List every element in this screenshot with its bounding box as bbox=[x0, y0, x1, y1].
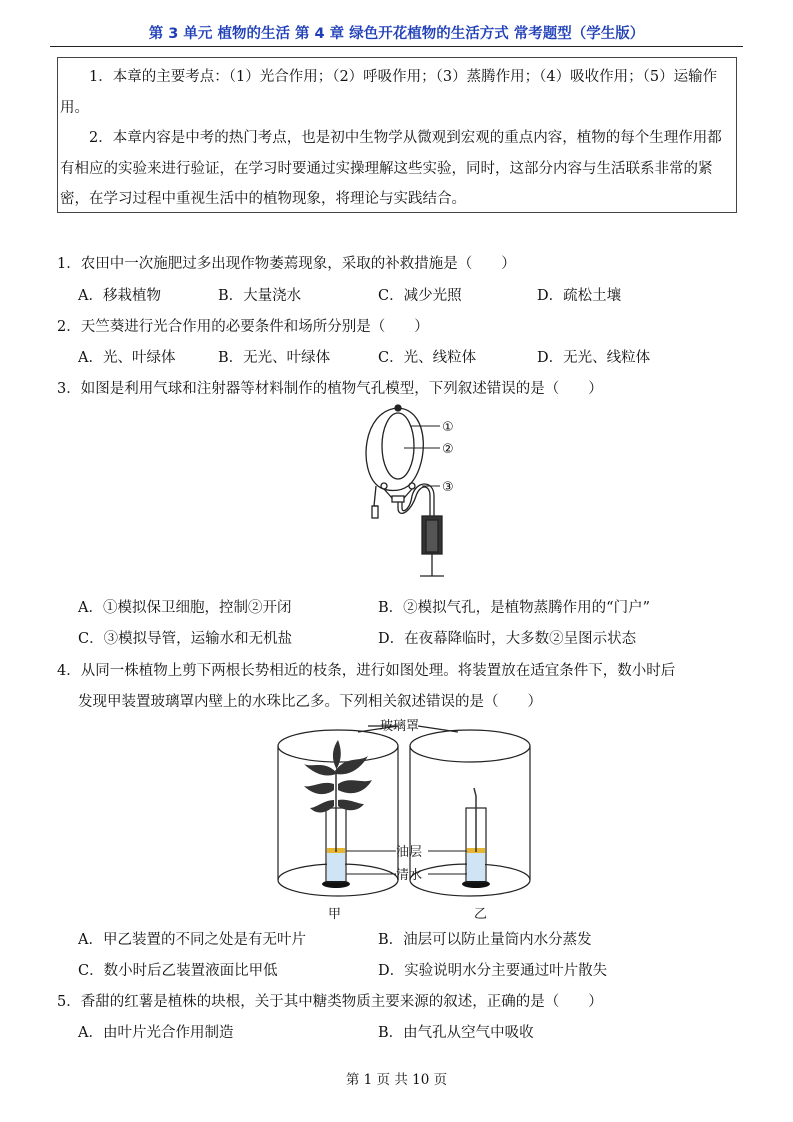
chapter-intro-box bbox=[57, 57, 737, 213]
q1-option-a[interactable]: A．移栽植物 bbox=[78, 288, 161, 304]
fig3-label-1: ① bbox=[442, 420, 454, 435]
stomata-model-figure bbox=[340, 400, 480, 590]
fig3-label-3: ③ bbox=[442, 480, 454, 495]
q3-option-d[interactable]: D．在夜幕降临时，大多数②呈图示状态 bbox=[378, 631, 637, 647]
q4-option-b[interactable]: B．油层可以防止量筒内水分蒸发 bbox=[378, 932, 592, 948]
q3-option-b[interactable]: B．②模拟气孔，是植物蒸腾作用的“门户” bbox=[378, 600, 650, 616]
question-1-stem: 1．农田中一次施肥过多出现作物萎蔫现象，采取的补救措施是（ ） bbox=[57, 256, 516, 272]
q2-option-c[interactable]: C．光、线粒体 bbox=[378, 350, 477, 366]
header-rule bbox=[50, 46, 743, 47]
question-5-stem: 5．香甜的红薯是植株的块根，关于其中糖类物质主要来源的叙述，正确的是（ ） bbox=[57, 994, 603, 1010]
fig4-label-water: 清水 bbox=[396, 868, 423, 883]
q2-option-b[interactable]: B．无光、叶绿体 bbox=[218, 350, 331, 366]
fig4-label-cover: 玻璃罩 bbox=[380, 719, 420, 734]
q5-option-b[interactable]: B．由气孔从空气中吸收 bbox=[378, 1025, 534, 1041]
fig4-label-oil: 油层 bbox=[396, 845, 423, 860]
q1-option-c[interactable]: C．减少光照 bbox=[378, 288, 462, 304]
page-header: 第 3 单元 植物的生活 第 4 章 绿色开花植物的生活方式 常考题型（学生版） bbox=[148, 26, 645, 42]
transpiration-experiment-figure bbox=[268, 712, 538, 924]
fig4-label-jia: 甲 bbox=[328, 907, 342, 922]
q5-option-a[interactable]: A．由叶片光合作用制造 bbox=[78, 1025, 234, 1041]
intro-paragraph-2: 2．本章内容是中考的热门考点，也是初中生物学从微观到宏观的重点内容，植物的每个生理作用都有相应的实验来进行验证，在学习时要通过实操理解这些实验，同时，这部分内容与生活联系非常的紧密，在学习过程中重视生活中的植物现象，将理论与实践结合。 bbox=[60, 130, 722, 207]
page-footer: 第 1 页 共 10 页 bbox=[345, 1072, 448, 1088]
intro-paragraph-1: 1．本章的主要考点：（1）光合作用；（2）呼吸作用；（3）蒸腾作用；（4）吸收作用；（5）运输作用。 bbox=[60, 69, 718, 116]
question-3-stem: 3．如图是利用气球和注射器等材料制作的植物气孔模型，下列叙述错误的是（ ） bbox=[57, 381, 603, 397]
q2-option-a[interactable]: A．光、叶绿体 bbox=[78, 350, 176, 366]
q2-option-d[interactable]: D．无光、线粒体 bbox=[537, 350, 651, 366]
fig3-label-2: ② bbox=[442, 442, 454, 457]
q1-option-d[interactable]: D．疏松土壤 bbox=[537, 288, 622, 304]
q4-option-a[interactable]: A．甲乙装置的不同之处是有无叶片 bbox=[78, 932, 306, 948]
q1-option-b[interactable]: B．大量浇水 bbox=[218, 288, 302, 304]
q3-option-a[interactable]: A．①模拟保卫细胞，控制②开闭 bbox=[78, 600, 292, 616]
q3-option-c[interactable]: C．③模拟导管，运输水和无机盐 bbox=[78, 631, 293, 647]
question-4-stem-line2: 发现甲装置玻璃罩内壁上的水珠比乙多。下列相关叙述错误的是（ ） bbox=[78, 694, 542, 710]
question-2-stem: 2．天竺葵进行光合作用的必要条件和场所分别是（ ） bbox=[57, 319, 429, 335]
fig4-label-yi: 乙 bbox=[474, 907, 488, 922]
question-4-stem-line1: 4．从同一株植物上剪下两根长势相近的枝条，进行如图处理。将装置放在适宜条件下，数小时后 bbox=[57, 663, 676, 679]
q4-option-d[interactable]: D．实验说明水分主要通过叶片散失 bbox=[378, 963, 608, 979]
q4-option-c[interactable]: C．数小时后乙装置液面比甲低 bbox=[78, 963, 278, 979]
